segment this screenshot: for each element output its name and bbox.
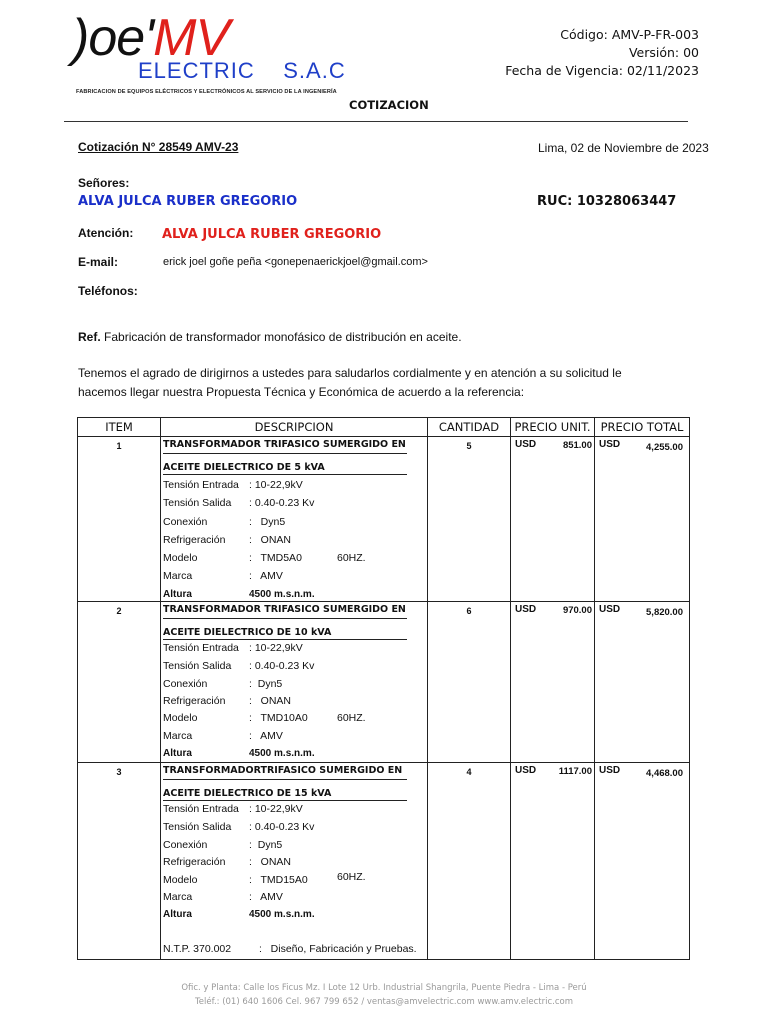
spec-label: Tensión Salida <box>163 821 232 833</box>
spec-value: : 10-22,9kV <box>249 642 303 654</box>
ntp-value: : Diseño, Fabricación y Pruebas. <box>259 943 417 955</box>
atencion-label: Atención: <box>78 226 134 240</box>
spec-value: : Dyn5 <box>249 839 283 851</box>
document-control-block <box>505 26 699 80</box>
row-title-2: ACEITE DIELECTRICO DE 15 kVA <box>163 788 407 801</box>
spec-label: Altura <box>163 589 192 600</box>
row-item-number: 2 <box>78 602 161 763</box>
spec-label: Conexión <box>163 516 208 528</box>
document-code: Código: AMV-P-FR-003 <box>560 27 699 42</box>
logo-text-joe: )oe' <box>72 9 154 67</box>
spec-marca <box>163 891 283 903</box>
spec-label: Refrigeración <box>163 856 226 868</box>
row-unit-price <box>511 437 595 602</box>
unit-price-value: 1117.00 <box>558 766 592 777</box>
unit-price-value: 851.00 <box>562 440 592 451</box>
senores-label: Señores: <box>78 176 130 190</box>
row-title-2: ACEITE DIELECTRICO DE 10 kVA <box>163 627 407 640</box>
spec-conexion <box>163 516 286 528</box>
row-description <box>161 763 428 960</box>
total-price-value: 5,820.00 <box>646 607 683 618</box>
spec-label: Modelo <box>163 874 198 886</box>
spec-refrigeracion <box>163 695 292 707</box>
row-quantity: 5 <box>428 437 511 602</box>
header-divider <box>64 121 688 122</box>
spec-refrigeracion <box>163 534 292 546</box>
spec-refrigeracion <box>163 856 292 868</box>
currency-label: USD <box>515 765 537 776</box>
quote-number: Cotización N° 28549 AMV-23 <box>78 140 239 154</box>
spec-value: : AMV <box>249 570 283 582</box>
spec-value: : 10-22,9kV <box>249 803 303 815</box>
currency-label: USD <box>599 604 621 615</box>
reference-line <box>78 330 462 344</box>
company-logo <box>72 9 230 67</box>
spec-label: Tensión Salida <box>163 497 232 509</box>
row-unit-price <box>511 602 595 763</box>
ref-text: Fabricación de transformador monofásico de distribución en aceite. <box>104 330 462 344</box>
spec-conexion <box>163 678 283 690</box>
spec-label: Tensión Entrada <box>163 479 239 491</box>
ntp-standard <box>163 943 417 955</box>
logo-subtitle: ELECTRIC S.A.C <box>138 58 346 83</box>
spec-value: 4500 m.s.n.m. <box>249 909 315 920</box>
telefonos-label: Teléfonos: <box>78 284 138 298</box>
currency-label: USD <box>515 439 537 450</box>
spec-label: Modelo <box>163 552 198 564</box>
row-quantity: 4 <box>428 763 511 960</box>
spec-label: Tensión Salida <box>163 660 232 672</box>
row-title-1: TRANSFORMADORTRIFASICO SUMERGIDO EN <box>163 765 407 780</box>
spec-frequency: 60HZ. <box>337 552 366 564</box>
spec-value: : AMV <box>249 891 283 903</box>
row-unit-price <box>511 763 595 960</box>
spec-tension-entrada <box>163 642 303 654</box>
spec-tension-salida <box>163 497 315 509</box>
spec-tension-entrada <box>163 803 303 815</box>
total-price-value: 4,255.00 <box>646 442 683 453</box>
spec-label: Altura <box>163 748 192 759</box>
spec-label: Marca <box>163 891 193 903</box>
spec-frequency: 60HZ. <box>337 712 366 724</box>
spec-modelo <box>163 552 302 564</box>
table-row <box>78 763 690 960</box>
header-cantidad: CANTIDAD <box>428 418 511 437</box>
header-descripcion: DESCRIPCION <box>161 418 428 437</box>
row-description <box>161 437 428 602</box>
email-value[interactable]: erick joel goñe peña <gonepenaerickjoel@gmail.com> <box>163 256 428 268</box>
spec-marca <box>163 730 283 742</box>
spec-label: Refrigeración <box>163 534 226 546</box>
spec-value: : TMD15A0 <box>249 874 308 886</box>
spec-modelo <box>163 712 308 724</box>
ntp-label: N.T.P. 370.002 <box>163 943 232 955</box>
row-total-price <box>595 437 690 602</box>
spec-value: 4500 m.s.n.m. <box>249 748 315 759</box>
row-item-number: 3 <box>78 763 161 960</box>
table-row <box>78 602 690 763</box>
spec-marca <box>163 570 283 582</box>
header-item: ITEM <box>78 418 161 437</box>
header-precio-unit: PRECIO UNIT. <box>511 418 595 437</box>
spec-label: Marca <box>163 570 193 582</box>
header-precio-total: PRECIO TOTAL <box>595 418 690 437</box>
currency-label: USD <box>599 765 621 776</box>
row-total-price <box>595 763 690 960</box>
spec-conexion <box>163 839 283 851</box>
spec-value: : ONAN <box>249 534 292 546</box>
client-name: ALVA JULCA RUBER GREGORIO <box>78 194 298 209</box>
spec-modelo <box>163 874 308 886</box>
document-version: Versión: 00 <box>628 45 699 60</box>
row-total-price <box>595 602 690 763</box>
currency-label: USD <box>515 604 537 615</box>
spec-value: : TMD10A0 <box>249 712 308 724</box>
spec-altura <box>163 748 315 759</box>
spec-label: Modelo <box>163 712 198 724</box>
row-title-1: TRANSFORMADOR TRIFASICO SUMERGIDO EN <box>163 439 407 454</box>
row-title-2: ACEITE DIELECTRICO DE 5 kVA <box>163 462 407 475</box>
spec-value: : ONAN <box>249 695 292 707</box>
spec-value: : 0.40-0.23 Kv <box>249 497 315 509</box>
client-ruc: RUC: 10328063447 <box>537 194 677 209</box>
spec-tension-salida <box>163 660 315 672</box>
spec-label: Conexión <box>163 678 208 690</box>
spec-value: : 0.40-0.23 Kv <box>249 821 315 833</box>
footer-contact: Teléf.: (01) 640 1606 Cel. 967 799 652 / ventas@amvelectric.com www.amv.electric.com <box>195 997 573 1007</box>
spec-value: : Dyn5 <box>249 678 283 690</box>
quotation-table <box>77 417 690 960</box>
spec-tension-salida <box>163 821 315 833</box>
spec-tension-entrada <box>163 479 303 491</box>
company-tagline: FABRICACION DE EQUIPOS ELÉCTRICOS Y ELECTRÓNICOS AL SERVICIO DE LA INGENIERÍA <box>76 89 337 95</box>
spec-frequency: 60HZ. <box>337 871 366 883</box>
spec-label: Conexión <box>163 839 208 851</box>
spec-value: : 10-22,9kV <box>249 479 303 491</box>
spec-value: : ONAN <box>249 856 292 868</box>
row-description <box>161 602 428 763</box>
row-quantity: 6 <box>428 602 511 763</box>
currency-label: USD <box>599 439 621 450</box>
spec-altura <box>163 589 315 600</box>
footer-address: Ofic. y Planta: Calle los Ficus Mz. I Lote 12 Urb. Industrial Shangrila, Puente Piedra - Lima - Perú <box>181 983 587 993</box>
document-validity: Fecha de Vigencia: 02/11/2023 <box>505 63 699 78</box>
spec-altura <box>163 909 315 920</box>
spec-label: Altura <box>163 909 192 920</box>
ref-label: Ref. <box>78 330 101 344</box>
intro-line-1: Tenemos el agrado de dirigirnos a ustedes para saludarlos cordialmente y en atención a su solicitud le <box>78 366 622 380</box>
unit-price-value: 970.00 <box>562 605 592 616</box>
spec-value: : AMV <box>249 730 283 742</box>
intro-line-2: hacemos llegar nuestra Propuesta Técnica y Económica de acuerdo a la referencia: <box>78 385 525 399</box>
total-price-value: 4,468.00 <box>646 768 683 779</box>
spec-value: 4500 m.s.n.m. <box>249 589 315 600</box>
logo-text-mv: MV <box>153 9 230 67</box>
row-item-number: 1 <box>78 437 161 602</box>
spec-value: : TMD5A0 <box>249 552 302 564</box>
spec-value: : 0.40-0.23 Kv <box>249 660 315 672</box>
spec-label: Refrigeración <box>163 695 226 707</box>
email-label: E-mail: <box>78 255 119 269</box>
table-header-row <box>78 418 690 437</box>
row-title-1: TRANSFORMADOR TRIFASICO SUMERGIDO EN <box>163 604 407 619</box>
spec-label: Marca <box>163 730 193 742</box>
atencion-name: ALVA JULCA RUBER GREGORIO <box>162 227 382 242</box>
spec-value: : Dyn5 <box>249 516 286 528</box>
spec-label: Tensión Entrada <box>163 642 239 654</box>
quote-date: Lima, 02 de Noviembre de 2023 <box>538 141 709 155</box>
table-row <box>78 437 690 602</box>
document-title: COTIZACION <box>349 98 429 112</box>
spec-label: Tensión Entrada <box>163 803 239 815</box>
